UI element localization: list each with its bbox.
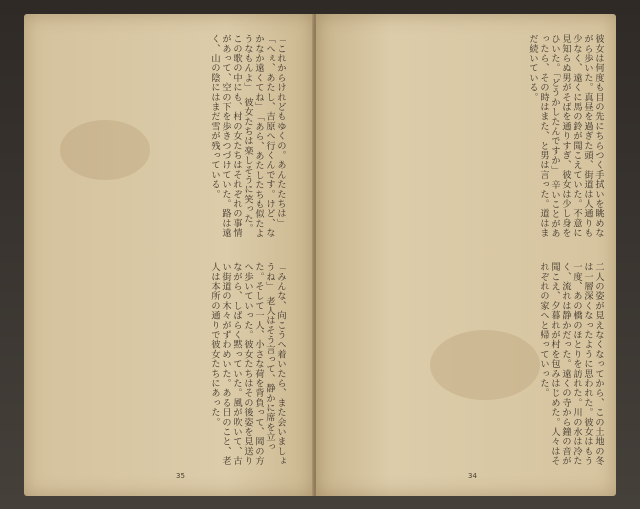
right-page-upper-text: 彼女は何度も目の先にちらつく手拭いを眺めながら歩いた。真昼を過ぎた頭、街道は人通りも少なく、遠くに馬の鈴が聞こえていた。不意に見知らぬ男がそばを通りすぎ、彼女は少し身をひいた。「どうかしたんですか」 辛いことがあったら、その時はまた、と男は言った。道はまだ続いている。: [527, 34, 604, 239]
left-page-upper-text: 「これからけれどもゆくの。あんたたちは」 「へぇ、あたし、吉原へ行くんです。けど、なかなか遠くてね」 「あら、あたしたちも似たようなもんよ」 彼女たちは楽しそうに笑った。この歌の中にも、村の女たちはそれぞれの事情があって、空の下を歩きつづけていた。路は遠く、山の陰にはまだ雪が残っている。: [209, 34, 286, 239]
right-page-number: 34: [468, 472, 477, 480]
left-page-number: 35: [176, 472, 185, 480]
right-page-lower-text: 二人の姿が見えなくなってから、この土地の冬は一層深くなったように思われた。彼女はもう一度、あの橋のほとりを訪れた。川の水は冷たく、流れは静かだった。遠くの寺から鐘の音が聞こえ、夕暮れが村を包みはじめた。人々はそれぞれの家へと帰っていった。: [538, 262, 604, 466]
left-page-lower-text: 「みんな、向こうへ着いたら、また会いましょうね」 老人はそう言って、静かに席を立った。そして一人、小さな荷を背負って、岡の方へ歩いていった。彼女たちはその後姿を見送りながら、しばらく黙っていた。風が吹いて、古い街道の木々がずわめいた。ある日のこと、老人は本所の通りで彼女たちにあった。: [209, 262, 286, 466]
